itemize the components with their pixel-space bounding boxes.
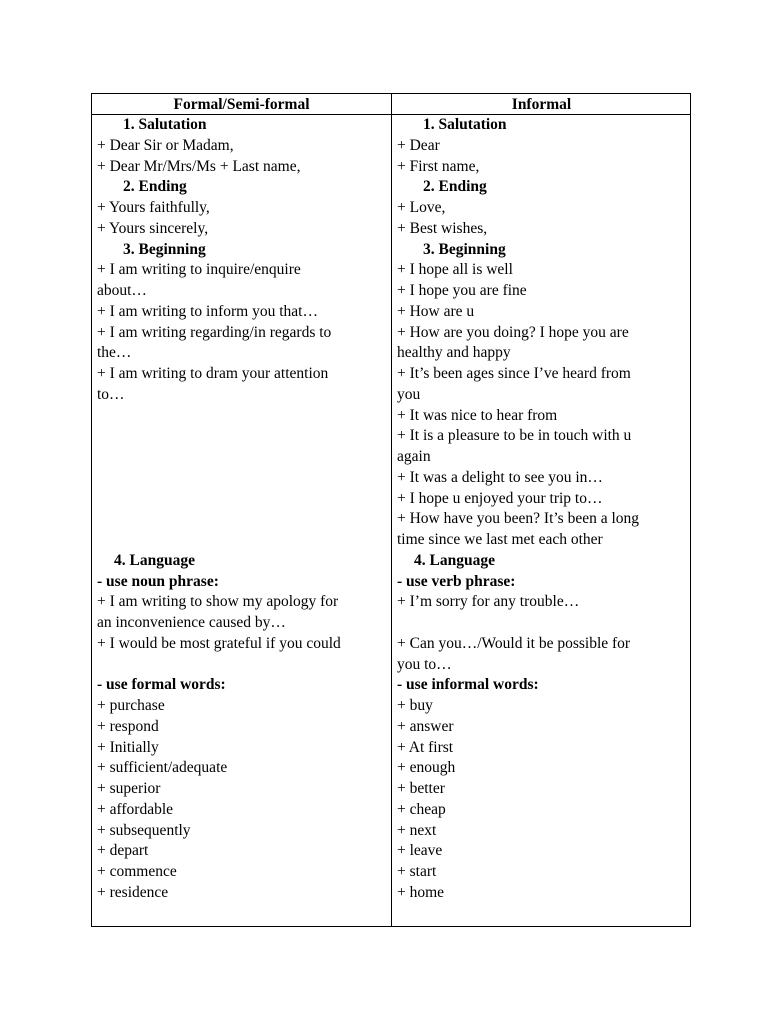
word-item: + buy bbox=[397, 697, 433, 714]
list-item: + I am writing regarding/in regards to bbox=[97, 323, 332, 341]
words-label: - use informal words: bbox=[397, 676, 539, 694]
word-item: + answer bbox=[397, 717, 454, 735]
word-item: + At first bbox=[397, 738, 454, 756]
section-title-language: 4. Language bbox=[414, 551, 495, 569]
list-item: an inconvenience caused by… bbox=[97, 614, 286, 631]
list-item: time since we last met each other bbox=[397, 531, 603, 548]
list-item: + How are u bbox=[397, 302, 475, 320]
list-item: you bbox=[397, 385, 421, 403]
word-item: + commence bbox=[97, 863, 177, 880]
list-item: + It was nice to hear from bbox=[397, 406, 558, 424]
list-item: + Dear Sir or Madam, bbox=[97, 136, 234, 154]
list-item: + I am writing to inquire/enquire bbox=[97, 261, 301, 279]
word-item: + Initially bbox=[97, 738, 159, 756]
list-item: + I am writing to show my apology for bbox=[97, 593, 339, 611]
comparison-table bbox=[91, 93, 691, 927]
word-item: + subsequently bbox=[97, 821, 191, 839]
section-title-salutation: 1. Salutation bbox=[123, 116, 207, 133]
phrase-label: - use verb phrase: bbox=[397, 572, 516, 590]
list-item: + Can you…/Would it be possible for bbox=[397, 634, 631, 652]
word-item: + better bbox=[397, 780, 445, 797]
list-item: + It’s been ages since I’ve heard from bbox=[397, 365, 631, 382]
word-item: + respond bbox=[97, 717, 159, 735]
word-item: + residence bbox=[97, 883, 169, 901]
list-item: + Yours faithfully, bbox=[97, 199, 210, 216]
section-title-beginning: 3. Beginning bbox=[123, 240, 206, 258]
informal-column bbox=[397, 115, 687, 904]
column-divider bbox=[391, 94, 392, 926]
word-item: + cheap bbox=[397, 800, 446, 818]
list-item: + How have you been? It’s been a long bbox=[397, 510, 640, 528]
formal-column bbox=[97, 115, 389, 904]
list-item: about… bbox=[97, 282, 147, 299]
list-item: + It is a pleasure to be in touch with u bbox=[397, 427, 632, 445]
word-item: + affordable bbox=[97, 800, 174, 818]
section-title-ending: 2. Ending bbox=[123, 178, 187, 196]
list-item: + How are you doing? I hope you are bbox=[397, 323, 629, 341]
words-label: - use formal words: bbox=[97, 676, 226, 694]
header-formal: Formal/Semi-formal bbox=[173, 96, 310, 113]
section-title-beginning: 3. Beginning bbox=[423, 240, 506, 258]
word-item: + next bbox=[397, 821, 437, 839]
list-item: + Dear bbox=[397, 136, 440, 154]
list-item: + Dear Mr/Mrs/Ms + Last name, bbox=[97, 157, 301, 175]
word-item: + start bbox=[397, 863, 437, 880]
section-title-ending: 2. Ending bbox=[423, 178, 487, 196]
section-title-salutation: 1. Salutation bbox=[423, 116, 507, 133]
word-item: + superior bbox=[97, 780, 161, 797]
word-item: + sufficient/adequate bbox=[97, 759, 228, 777]
header-informal: Informal bbox=[511, 96, 572, 113]
list-item: + Best wishes, bbox=[397, 219, 488, 237]
phrase-label: - use noun phrase: bbox=[97, 572, 219, 590]
list-item: the… bbox=[97, 344, 132, 362]
list-item: + Love, bbox=[397, 199, 446, 216]
word-item: + leave bbox=[397, 842, 443, 860]
list-item: + I am writing to inform you that… bbox=[97, 302, 318, 320]
list-item: to… bbox=[97, 385, 125, 403]
list-item: + I am writing to dram your attention bbox=[97, 365, 329, 382]
list-item: + I hope u enjoyed your trip to… bbox=[397, 489, 603, 507]
list-item: you to… bbox=[397, 655, 452, 673]
word-item: + purchase bbox=[97, 697, 165, 714]
list-item: + I hope you are fine bbox=[397, 282, 527, 299]
list-item: + It was a delight to see you in… bbox=[397, 468, 603, 486]
list-item bbox=[397, 613, 687, 634]
list-item: + First name, bbox=[397, 157, 480, 175]
word-item: + depart bbox=[97, 842, 149, 860]
list-item: + I would be most grateful if you could bbox=[97, 634, 341, 652]
word-item: + home bbox=[397, 883, 445, 901]
list-item: + I hope all is well bbox=[397, 261, 513, 279]
list-item: again bbox=[397, 448, 431, 465]
section-title-language: 4. Language bbox=[114, 551, 195, 569]
list-item: + I’m sorry for any trouble… bbox=[397, 593, 580, 611]
list-item: healthy and happy bbox=[397, 344, 511, 362]
list-item: + Yours sincerely, bbox=[97, 219, 209, 237]
word-item: + enough bbox=[397, 759, 456, 777]
